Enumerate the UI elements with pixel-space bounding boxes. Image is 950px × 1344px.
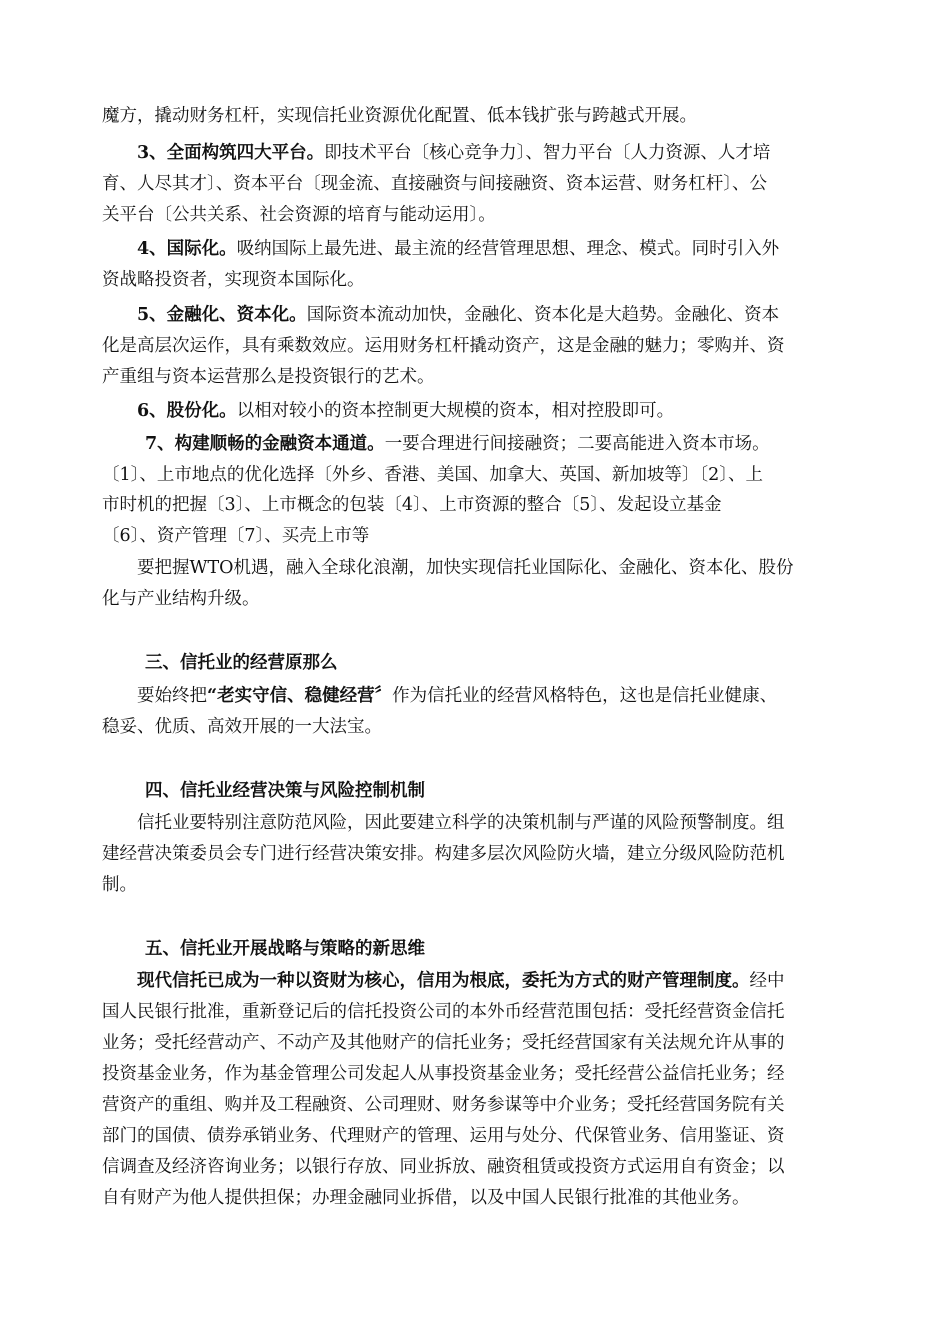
paragraph-line: [137, 238, 779, 260]
paragraph-line: 制。: [102, 875, 137, 895]
bold-heading: 5、金融化、资本化。: [137, 305, 307, 325]
paragraph-line: 部门的国债、债券承销业务、代理财产的管理、运用与处分、代保管业务、信用鉴证、资: [102, 1126, 785, 1146]
paragraph-line: 化与产业结构升级。: [102, 589, 260, 609]
bold-heading: 3、全面构筑四大平台。: [137, 143, 325, 163]
paragraph-line: 国人民银行批准，重新登记后的信托投资公司的本外币经营范围包括：受托经营资金信托: [102, 1002, 785, 1022]
paragraph-line: 稳妥、优质、高效开展的一大法宝。: [102, 717, 382, 737]
paragraph-line: 魔方，撬动财务杠杆，实现信托业资源优化配置、低本钱扩张与跨越式开展。: [102, 106, 697, 126]
paragraph-line: [137, 304, 779, 326]
paragraph-line: [137, 400, 674, 422]
text: 吸纳国际上最先进、最主流的经营管理思想、理念、模式。同时引入外: [236, 239, 780, 259]
paragraph-line: [137, 685, 777, 707]
paragraph-line: 资战略投资者，实现资本国际化。: [102, 270, 365, 290]
bold-heading: 7、构建顺畅的金融资本通道。: [145, 434, 385, 454]
paragraph-line: 自有财产为他人提供担保；办理金融同业拆借，以及中国人民银行批准的其他业务。: [102, 1188, 750, 1208]
paragraph-line: [145, 433, 770, 455]
paragraph-line: 〔6〕、资产管理〔7〕、买壳上市等: [102, 526, 370, 546]
paragraph-line: 投资基金业务，作为基金管理公司发起人从事投资基金业务；受托经营公益信托业务；经: [102, 1064, 785, 1084]
text: 国际资本流动加快，金融化、资本化是大趋势。金融化、资本: [306, 305, 780, 325]
paragraph-line: 产重组与资本运营那么是投资银行的艺术。: [102, 367, 435, 387]
section-heading: 五、信托业开展战略与策略的新思维: [145, 939, 425, 959]
text: 要始终把: [137, 686, 207, 706]
paragraph-line: [137, 970, 785, 992]
bold-heading: 4、国际化。: [137, 239, 237, 259]
paragraph-line: 营资产的重组、购并及工程融资、公司理财、财务参谋等中介业务；受托经营国务院有关: [102, 1095, 785, 1115]
text: 即技术平台〔核心竞争力〕、智力平台〔人力资源、人才培: [324, 143, 771, 163]
paragraph-line: 要把握WTO机遇，融入全球化浪潮，加快实现信托业国际化、金融化、资本化、股份: [137, 558, 794, 578]
text: 作为信托业的经营风格特色，这也是信托业健康、: [392, 686, 778, 706]
paragraph-line: 关平台〔公共关系、社会资源的培育与能动运用〕。: [102, 205, 496, 225]
section-heading: 四、信托业经营决策与风险控制机制: [145, 781, 425, 801]
paragraph-line: [137, 142, 770, 164]
paragraph-line: 化是高层次运作，具有乘数效应。运用财务杠杆撬动资产，这是金融的魅力；零购并、资: [102, 336, 785, 356]
paragraph-line: 建经营决策委员会专门进行经营决策安排。构建多层次风险防火墙，建立分级风险防范机: [102, 844, 785, 864]
bold-sentence: 现代信托已成为一种以资财为核心，信用为根底，委托为方式的财产管理制度。: [137, 971, 750, 991]
paragraph-line: 市时机的把握〔3〕、上市概念的包装〔4〕、上市资源的整合〔5〕、发起设立基金: [102, 495, 722, 515]
bold-heading: 6、股份化。: [137, 401, 237, 421]
paragraph-line: 信托业要特别注意防范风险，因此要建立科学的决策机制与严谨的风险预警制度。组: [137, 813, 785, 833]
paragraph-line: 信调查及经济咨询业务；以银行存放、同业拆放、融资租赁或投资方式运用自有资金；以: [102, 1157, 785, 1177]
text: 以相对较小的资本控制更大规模的资本，相对控股即可。: [236, 401, 675, 421]
section-heading: 三、信托业的经营原那么: [145, 653, 338, 673]
paragraph-line: 育、人尽其才〕、资本平台〔现金流、直接融资与间接融资、资本运营、财务杠杆〕、公: [102, 174, 767, 194]
paragraph-line: 业务；受托经营动产、不动产及其他财产的信托业务；受托经营国家有关法规允许从事的: [102, 1033, 785, 1053]
bold-quote: “老实守信、稳健经营〞: [207, 686, 393, 706]
text: 经中: [749, 971, 785, 991]
text: 一要合理进行间接融资；二要高能进入资本市场。: [384, 434, 770, 454]
paragraph-line: 〔1〕、上市地点的优化选择〔外乡、香港、美国、加拿大、英国、新加坡等〕〔2〕、上: [102, 465, 764, 485]
